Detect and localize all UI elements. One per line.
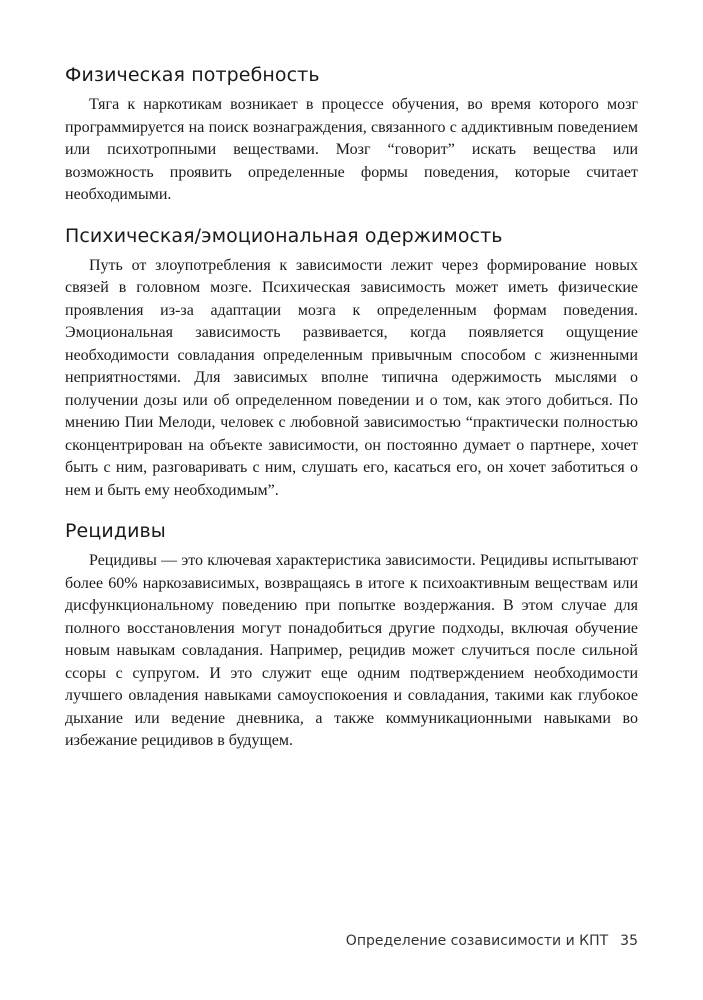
paragraph-relapses: Рецидивы — это ключевая характеристика зависимости. Рецидивы испытывают более 60% наркозависимых, возвращаясь в итоге к психоактивным веществам или дисфункциональному поведению при попытке воздержания. В этом случае для полного восстановления могут понадобиться другие подходы, включая обучение новым навыкам совладания. Например, рецидив может случиться после сильной ссоры с супругом. И это служит еще одним подтверждением необходимости лучшего овладения навыками самоуспокоения и совладания, такими как глубокое дыхание или ведение дневника, а также коммуникационными навыками во избежание рецидивов в будущем.	[65, 552, 638, 749]
page-content	[65, 62, 638, 769]
paragraph-emotional-obsession: Путь от злоупотребления к зависимости лежит через формирование новых связей в головном мозге. Психическая зависимость может иметь физические проявления из-за адаптации мозга к определенным формам поведения. Эмоциональная зависимость развивается, когда появляется ощущение необходимости совладания определенным привычным способом с жизненными неприятностями. Для зависимых вполне типична одержимость мыслями о получении дозы или об определенном поведении и о том, как этого добиться. По мнению Пии Мелоди, человек с любовной зависимостью “практически полностью сконцентрирован на объекте зависимости, он постоянно думает о партнере, хочет быть с ним, разговаривать с ним, слушать его, касаться его, он хочет заботиться о нем и быть ему необходимым”.	[65, 256, 638, 499]
page-number: 35	[620, 933, 638, 949]
section-title-emotional-obsession: Психическая/эмоциональная одержимость	[65, 224, 503, 247]
page-footer	[346, 933, 638, 949]
section-title-physical-need: Физическая потребность	[65, 64, 320, 86]
paragraph-physical-need: Тяга к наркотикам возникает в процессе обучения, во время которого мозг программируется на поиск вознаграждения, связанного с аддиктивным поведением или психотропными веществами. Мозг “говорит” искать вещества или возможность проявить определенные формы поведения, которые считает необходимыми.	[65, 96, 638, 203]
section-title-relapses: Рецидивы	[65, 520, 166, 542]
running-title: Определение созависимости и КПТ	[345, 933, 609, 949]
